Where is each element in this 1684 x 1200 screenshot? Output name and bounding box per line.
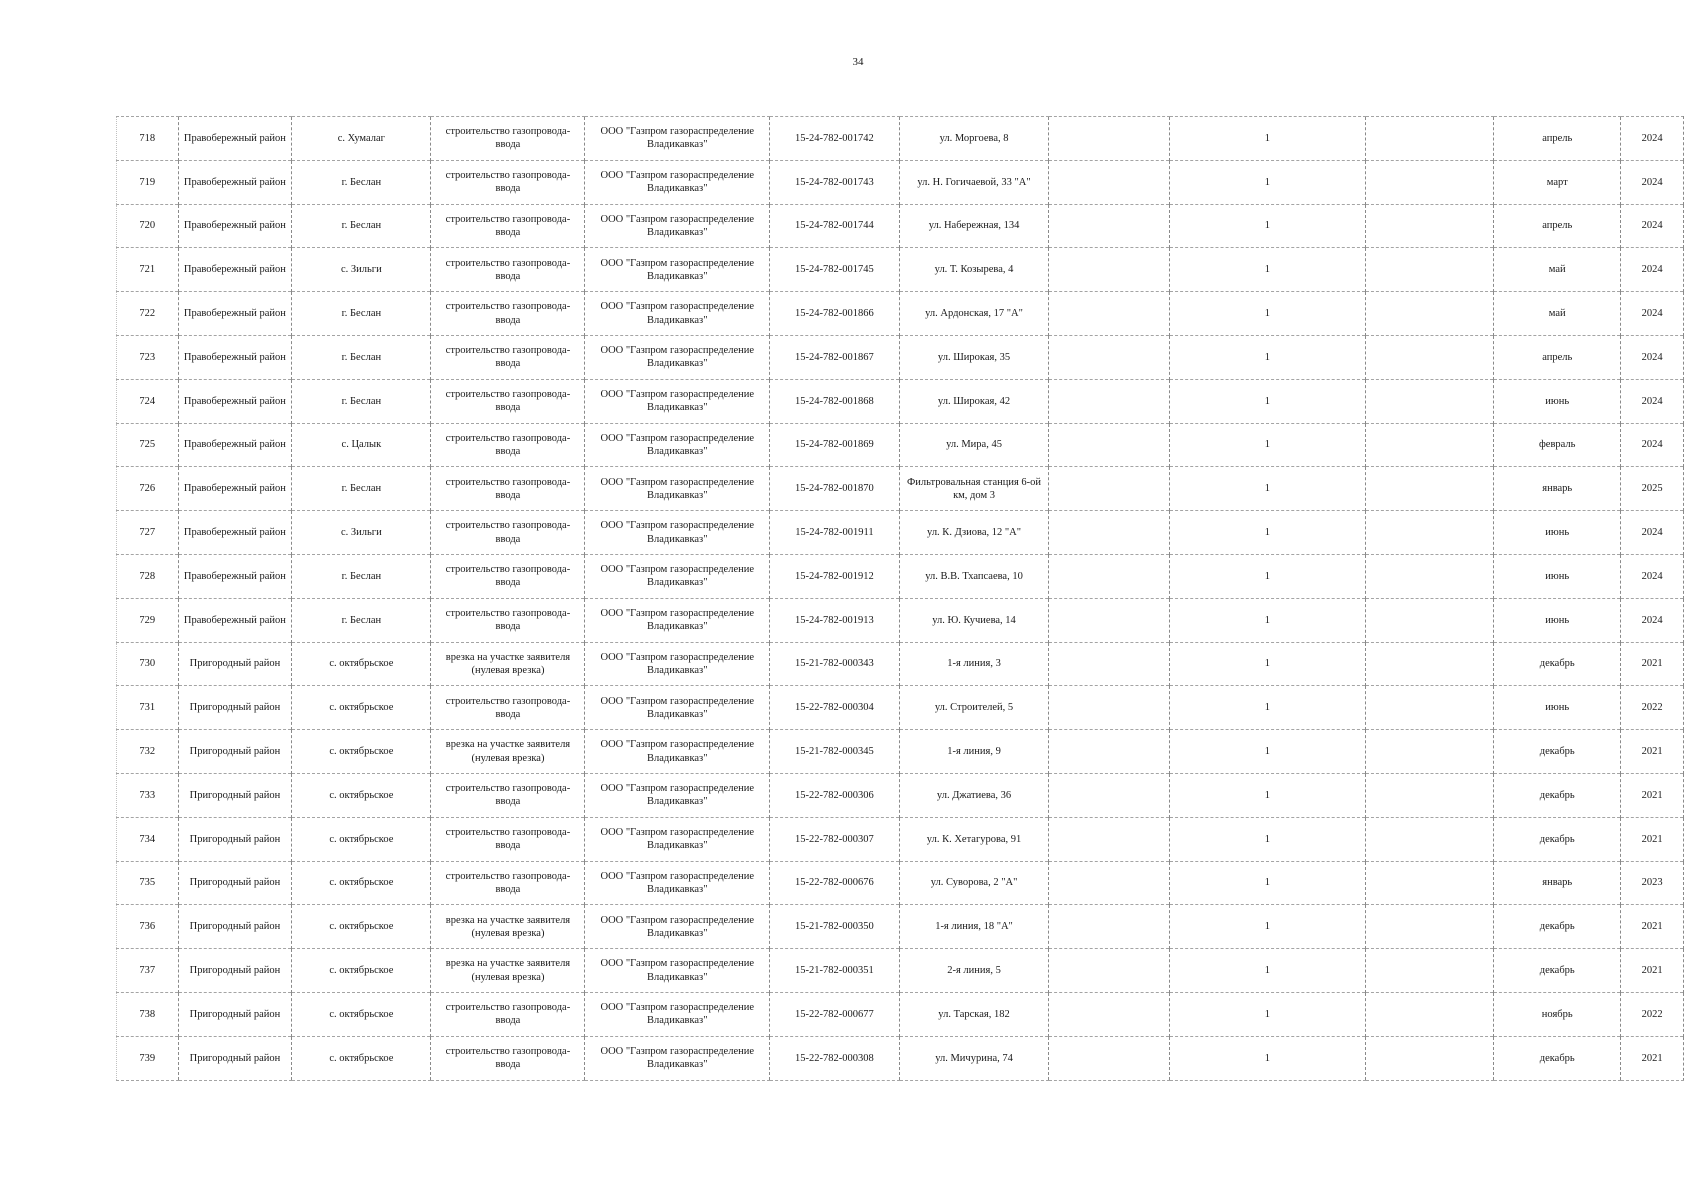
empty-cell	[1365, 511, 1494, 555]
settlement-cell: с. Зильги	[292, 511, 431, 555]
empty-cell	[1049, 1036, 1170, 1080]
table-row	[117, 248, 1684, 292]
month-cell: май	[1494, 248, 1621, 292]
organization-cell: ООО "Газпром газораспределение Владикавказ"	[585, 423, 770, 467]
month-cell: апрель	[1494, 117, 1621, 161]
district-cell: Правобережный район	[178, 204, 292, 248]
table-row	[117, 511, 1684, 555]
year-cell: 2021	[1621, 1036, 1684, 1080]
month-cell: июнь	[1494, 598, 1621, 642]
table-row	[117, 686, 1684, 730]
quantity-cell: 1	[1170, 554, 1365, 598]
district-cell: Пригородный район	[178, 730, 292, 774]
year-cell: 2024	[1621, 554, 1684, 598]
row-number: 732	[117, 730, 179, 774]
month-cell: декабрь	[1494, 773, 1621, 817]
row-number: 718	[117, 117, 179, 161]
organization-cell: ООО "Газпром газораспределение Владикавказ"	[585, 511, 770, 555]
month-cell: декабрь	[1494, 1036, 1621, 1080]
code-cell: 15-21-782-000345	[770, 730, 900, 774]
year-cell: 2021	[1621, 773, 1684, 817]
table-row	[117, 292, 1684, 336]
district-cell: Пригородный район	[178, 1036, 292, 1080]
empty-cell	[1049, 642, 1170, 686]
code-cell: 15-24-782-001745	[770, 248, 900, 292]
work-type-cell: строительство газопровода-ввода	[431, 598, 585, 642]
district-cell: Правобережный район	[178, 511, 292, 555]
address-cell: ул. Т. Козырева, 4	[899, 248, 1048, 292]
settlement-cell: с. Зильги	[292, 248, 431, 292]
row-number: 739	[117, 1036, 179, 1080]
year-cell: 2023	[1621, 861, 1684, 905]
code-cell: 15-24-782-001912	[770, 554, 900, 598]
row-number: 728	[117, 554, 179, 598]
table-row	[117, 598, 1684, 642]
row-number: 726	[117, 467, 179, 511]
code-cell: 15-21-782-000351	[770, 949, 900, 993]
organization-cell: ООО "Газпром газораспределение Владикавказ"	[585, 292, 770, 336]
work-type-cell: врезка на участке заявителя (нулевая врезка)	[431, 905, 585, 949]
settlement-cell: г. Беслан	[292, 598, 431, 642]
row-number: 734	[117, 817, 179, 861]
district-cell: Правобережный район	[178, 554, 292, 598]
year-cell: 2024	[1621, 511, 1684, 555]
quantity-cell: 1	[1170, 204, 1365, 248]
empty-cell	[1365, 686, 1494, 730]
month-cell: февраль	[1494, 423, 1621, 467]
table-row	[117, 160, 1684, 204]
district-cell: Правобережный район	[178, 160, 292, 204]
table-row	[117, 949, 1684, 993]
settlement-cell: с. октябрьское	[292, 686, 431, 730]
table-row	[117, 335, 1684, 379]
empty-cell	[1049, 992, 1170, 1036]
row-number: 722	[117, 292, 179, 336]
empty-cell	[1365, 554, 1494, 598]
work-type-cell: строительство газопровода-ввода	[431, 1036, 585, 1080]
district-cell: Правобережный район	[178, 335, 292, 379]
empty-cell	[1365, 730, 1494, 774]
code-cell: 15-24-782-001913	[770, 598, 900, 642]
organization-cell: ООО "Газпром газораспределение Владикавказ"	[585, 992, 770, 1036]
row-number: 729	[117, 598, 179, 642]
organization-cell: ООО "Газпром газораспределение Владикавказ"	[585, 642, 770, 686]
district-cell: Правобережный район	[178, 423, 292, 467]
month-cell: июнь	[1494, 686, 1621, 730]
year-cell: 2024	[1621, 204, 1684, 248]
settlement-cell: с. Цалык	[292, 423, 431, 467]
organization-cell: ООО "Газпром газораспределение Владикавказ"	[585, 905, 770, 949]
year-cell: 2021	[1621, 949, 1684, 993]
empty-cell	[1365, 117, 1494, 161]
year-cell: 2024	[1621, 248, 1684, 292]
code-cell: 15-24-782-001743	[770, 160, 900, 204]
table-row	[117, 423, 1684, 467]
work-type-cell: строительство газопровода-ввода	[431, 292, 585, 336]
year-cell: 2025	[1621, 467, 1684, 511]
organization-cell: ООО "Газпром газораспределение Владикавказ"	[585, 773, 770, 817]
work-type-cell: строительство газопровода-ввода	[431, 554, 585, 598]
district-cell: Пригородный район	[178, 949, 292, 993]
organization-cell: ООО "Газпром газораспределение Владикавказ"	[585, 335, 770, 379]
settlement-cell: с. Хумалаг	[292, 117, 431, 161]
quantity-cell: 1	[1170, 598, 1365, 642]
district-cell: Пригородный район	[178, 773, 292, 817]
settlement-cell: г. Беслан	[292, 204, 431, 248]
settlement-cell: г. Беслан	[292, 554, 431, 598]
row-number: 737	[117, 949, 179, 993]
month-cell: декабрь	[1494, 730, 1621, 774]
quantity-cell: 1	[1170, 160, 1365, 204]
table-row	[117, 117, 1684, 161]
month-cell: март	[1494, 160, 1621, 204]
work-type-cell: строительство газопровода-ввода	[431, 511, 585, 555]
code-cell: 15-22-782-000676	[770, 861, 900, 905]
work-type-cell: строительство газопровода-ввода	[431, 117, 585, 161]
table-row	[117, 204, 1684, 248]
year-cell: 2021	[1621, 642, 1684, 686]
empty-cell	[1365, 204, 1494, 248]
empty-cell	[1049, 686, 1170, 730]
month-cell: апрель	[1494, 335, 1621, 379]
organization-cell: ООО "Газпром газораспределение Владикавказ"	[585, 817, 770, 861]
month-cell: июнь	[1494, 379, 1621, 423]
month-cell: январь	[1494, 467, 1621, 511]
empty-cell	[1049, 160, 1170, 204]
year-cell: 2024	[1621, 598, 1684, 642]
empty-cell	[1049, 730, 1170, 774]
work-type-cell: строительство газопровода-ввода	[431, 817, 585, 861]
row-number: 719	[117, 160, 179, 204]
address-cell: ул. Мичурина, 74	[899, 1036, 1048, 1080]
address-cell: ул. Джатиева, 36	[899, 773, 1048, 817]
empty-cell	[1365, 992, 1494, 1036]
district-cell: Пригородный район	[178, 686, 292, 730]
settlement-cell: с. октябрьское	[292, 730, 431, 774]
work-type-cell: строительство газопровода-ввода	[431, 773, 585, 817]
empty-cell	[1365, 292, 1494, 336]
address-cell: ул. Мира, 45	[899, 423, 1048, 467]
address-cell: 1-я линия, 3	[899, 642, 1048, 686]
empty-cell	[1365, 423, 1494, 467]
quantity-cell: 1	[1170, 335, 1365, 379]
empty-cell	[1365, 773, 1494, 817]
table-row	[117, 467, 1684, 511]
row-number: 735	[117, 861, 179, 905]
month-cell: июнь	[1494, 554, 1621, 598]
table-row	[117, 992, 1684, 1036]
work-type-cell: строительство газопровода-ввода	[431, 686, 585, 730]
table-body	[117, 117, 1684, 1081]
month-cell: декабрь	[1494, 905, 1621, 949]
settlement-cell: с. октябрьское	[292, 861, 431, 905]
year-cell: 2022	[1621, 992, 1684, 1036]
table-row	[117, 730, 1684, 774]
settlement-cell: г. Беслан	[292, 467, 431, 511]
empty-cell	[1049, 467, 1170, 511]
work-type-cell: строительство газопровода-ввода	[431, 379, 585, 423]
address-cell: 1-я линия, 9	[899, 730, 1048, 774]
address-cell: ул. В.В. Тхапсаева, 10	[899, 554, 1048, 598]
settlement-cell: г. Беслан	[292, 335, 431, 379]
row-number: 723	[117, 335, 179, 379]
district-cell: Пригородный район	[178, 817, 292, 861]
settlement-cell: г. Беслан	[292, 160, 431, 204]
year-cell: 2024	[1621, 335, 1684, 379]
address-cell: Фильтровальная станция 6-ой км, дом 3	[899, 467, 1048, 511]
code-cell: 15-24-782-001867	[770, 335, 900, 379]
district-cell: Пригородный район	[178, 861, 292, 905]
row-number: 733	[117, 773, 179, 817]
row-number: 720	[117, 204, 179, 248]
address-cell: ул. К. Хетагурова, 91	[899, 817, 1048, 861]
empty-cell	[1049, 554, 1170, 598]
empty-cell	[1365, 905, 1494, 949]
row-number: 724	[117, 379, 179, 423]
table-row	[117, 817, 1684, 861]
address-cell: ул. К. Дзиова, 12 "А"	[899, 511, 1048, 555]
quantity-cell: 1	[1170, 992, 1365, 1036]
organization-cell: ООО "Газпром газораспределение Владикавказ"	[585, 248, 770, 292]
quantity-cell: 1	[1170, 949, 1365, 993]
quantity-cell: 1	[1170, 642, 1365, 686]
empty-cell	[1365, 817, 1494, 861]
address-cell: ул. Суворова, 2 "А"	[899, 861, 1048, 905]
address-cell: ул. Ю. Кучиева, 14	[899, 598, 1048, 642]
district-cell: Пригородный район	[178, 905, 292, 949]
row-number: 730	[117, 642, 179, 686]
empty-cell	[1365, 160, 1494, 204]
work-type-cell: строительство газопровода-ввода	[431, 160, 585, 204]
work-type-cell: строительство газопровода-ввода	[431, 423, 585, 467]
work-type-cell: врезка на участке заявителя (нулевая врезка)	[431, 730, 585, 774]
organization-cell: ООО "Газпром газораспределение Владикавказ"	[585, 598, 770, 642]
organization-cell: ООО "Газпром газораспределение Владикавказ"	[585, 1036, 770, 1080]
organization-cell: ООО "Газпром газораспределение Владикавказ"	[585, 117, 770, 161]
district-cell: Правобережный район	[178, 248, 292, 292]
code-cell: 15-22-782-000307	[770, 817, 900, 861]
row-number: 721	[117, 248, 179, 292]
address-cell: ул. Широкая, 42	[899, 379, 1048, 423]
address-cell: ул. Широкая, 35	[899, 335, 1048, 379]
row-number: 736	[117, 905, 179, 949]
organization-cell: ООО "Газпром газораспределение Владикавказ"	[585, 686, 770, 730]
settlement-cell: с. октябрьское	[292, 949, 431, 993]
year-cell: 2024	[1621, 379, 1684, 423]
empty-cell	[1365, 949, 1494, 993]
work-type-cell: врезка на участке заявителя (нулевая врезка)	[431, 949, 585, 993]
code-cell: 15-24-782-001868	[770, 379, 900, 423]
table-row	[117, 905, 1684, 949]
code-cell: 15-24-782-001866	[770, 292, 900, 336]
row-number: 727	[117, 511, 179, 555]
empty-cell	[1049, 423, 1170, 467]
quantity-cell: 1	[1170, 423, 1365, 467]
settlement-cell: с. октябрьское	[292, 817, 431, 861]
settlement-cell: с. октябрьское	[292, 1036, 431, 1080]
district-cell: Правобережный район	[178, 292, 292, 336]
quantity-cell: 1	[1170, 511, 1365, 555]
month-cell: ноябрь	[1494, 992, 1621, 1036]
address-cell: ул. Моргоева, 8	[899, 117, 1048, 161]
year-cell: 2024	[1621, 160, 1684, 204]
organization-cell: ООО "Газпром газораспределение Владикавказ"	[585, 554, 770, 598]
quantity-cell: 1	[1170, 117, 1365, 161]
settlement-cell: с. октябрьское	[292, 773, 431, 817]
district-cell: Правобережный район	[178, 598, 292, 642]
empty-cell	[1049, 598, 1170, 642]
empty-cell	[1049, 949, 1170, 993]
district-cell: Пригородный район	[178, 642, 292, 686]
settlement-cell: г. Беслан	[292, 379, 431, 423]
code-cell: 15-22-782-000304	[770, 686, 900, 730]
settlement-cell: с. октябрьское	[292, 992, 431, 1036]
page-number: 34	[852, 56, 864, 68]
quantity-cell: 1	[1170, 248, 1365, 292]
table-row	[117, 861, 1684, 905]
quantity-cell: 1	[1170, 905, 1365, 949]
empty-cell	[1049, 117, 1170, 161]
code-cell: 15-24-782-001869	[770, 423, 900, 467]
row-number: 731	[117, 686, 179, 730]
table-row	[117, 773, 1684, 817]
code-cell: 15-24-782-001742	[770, 117, 900, 161]
address-cell: ул. Н. Гогичаевой, 33 "А"	[899, 160, 1048, 204]
organization-cell: ООО "Газпром газораспределение Владикавказ"	[585, 204, 770, 248]
quantity-cell: 1	[1170, 292, 1365, 336]
work-type-cell: врезка на участке заявителя (нулевая врезка)	[431, 642, 585, 686]
work-type-cell: строительство газопровода-ввода	[431, 467, 585, 511]
month-cell: декабрь	[1494, 817, 1621, 861]
year-cell: 2024	[1621, 117, 1684, 161]
month-cell: июнь	[1494, 511, 1621, 555]
address-cell: 2-я линия, 5	[899, 949, 1048, 993]
empty-cell	[1049, 204, 1170, 248]
organization-cell: ООО "Газпром газораспределение Владикавказ"	[585, 949, 770, 993]
month-cell: январь	[1494, 861, 1621, 905]
month-cell: апрель	[1494, 204, 1621, 248]
organization-cell: ООО "Газпром газораспределение Владикавказ"	[585, 160, 770, 204]
address-cell: ул. Набережная, 134	[899, 204, 1048, 248]
year-cell: 2021	[1621, 817, 1684, 861]
code-cell: 15-22-782-000677	[770, 992, 900, 1036]
work-type-cell: строительство газопровода-ввода	[431, 204, 585, 248]
table-row	[117, 379, 1684, 423]
settlement-cell: с. октябрьское	[292, 905, 431, 949]
district-cell: Правобережный район	[178, 117, 292, 161]
code-cell: 15-22-782-000308	[770, 1036, 900, 1080]
quantity-cell: 1	[1170, 1036, 1365, 1080]
empty-cell	[1365, 467, 1494, 511]
organization-cell: ООО "Газпром газораспределение Владикавказ"	[585, 467, 770, 511]
empty-cell	[1049, 511, 1170, 555]
year-cell: 2022	[1621, 686, 1684, 730]
year-cell: 2021	[1621, 905, 1684, 949]
month-cell: декабрь	[1494, 642, 1621, 686]
district-cell: Правобережный район	[178, 379, 292, 423]
row-number: 738	[117, 992, 179, 1036]
empty-cell	[1049, 905, 1170, 949]
quantity-cell: 1	[1170, 686, 1365, 730]
work-type-cell: строительство газопровода-ввода	[431, 861, 585, 905]
empty-cell	[1365, 379, 1494, 423]
empty-cell	[1049, 379, 1170, 423]
address-cell: ул. Ардонская, 17 "А"	[899, 292, 1048, 336]
table-row	[117, 642, 1684, 686]
month-cell: декабрь	[1494, 949, 1621, 993]
row-number: 725	[117, 423, 179, 467]
empty-cell	[1365, 248, 1494, 292]
month-cell: май	[1494, 292, 1621, 336]
settlement-cell: с. октябрьское	[292, 642, 431, 686]
code-cell: 15-21-782-000343	[770, 642, 900, 686]
quantity-cell: 1	[1170, 730, 1365, 774]
work-type-cell: строительство газопровода-ввода	[431, 335, 585, 379]
empty-cell	[1049, 773, 1170, 817]
quantity-cell: 1	[1170, 861, 1365, 905]
code-cell: 15-22-782-000306	[770, 773, 900, 817]
empty-cell	[1365, 642, 1494, 686]
code-cell: 15-24-782-001744	[770, 204, 900, 248]
empty-cell	[1365, 861, 1494, 905]
quantity-cell: 1	[1170, 817, 1365, 861]
code-cell: 15-24-782-001870	[770, 467, 900, 511]
year-cell: 2021	[1621, 730, 1684, 774]
organization-cell: ООО "Газпром газораспределение Владикавказ"	[585, 861, 770, 905]
table-row	[117, 1036, 1684, 1080]
settlement-cell: г. Беслан	[292, 292, 431, 336]
work-type-cell: строительство газопровода-ввода	[431, 992, 585, 1036]
quantity-cell: 1	[1170, 467, 1365, 511]
empty-cell	[1049, 248, 1170, 292]
empty-cell	[1049, 292, 1170, 336]
work-type-cell: строительство газопровода-ввода	[431, 248, 585, 292]
empty-cell	[1365, 1036, 1494, 1080]
objects-table	[116, 116, 1684, 1081]
empty-cell	[1365, 335, 1494, 379]
organization-cell: ООО "Газпром газораспределение Владикавказ"	[585, 379, 770, 423]
year-cell: 2024	[1621, 423, 1684, 467]
address-cell: 1-я линия, 18 "А"	[899, 905, 1048, 949]
organization-cell: ООО "Газпром газораспределение Владикавказ"	[585, 730, 770, 774]
district-cell: Правобережный район	[178, 467, 292, 511]
empty-cell	[1365, 598, 1494, 642]
district-cell: Пригородный район	[178, 992, 292, 1036]
address-cell: ул. Тарская, 182	[899, 992, 1048, 1036]
code-cell: 15-21-782-000350	[770, 905, 900, 949]
table-row	[117, 554, 1684, 598]
empty-cell	[1049, 861, 1170, 905]
quantity-cell: 1	[1170, 773, 1365, 817]
year-cell: 2024	[1621, 292, 1684, 336]
quantity-cell: 1	[1170, 379, 1365, 423]
empty-cell	[1049, 817, 1170, 861]
empty-cell	[1049, 335, 1170, 379]
address-cell: ул. Строителей, 5	[899, 686, 1048, 730]
code-cell: 15-24-782-001911	[770, 511, 900, 555]
